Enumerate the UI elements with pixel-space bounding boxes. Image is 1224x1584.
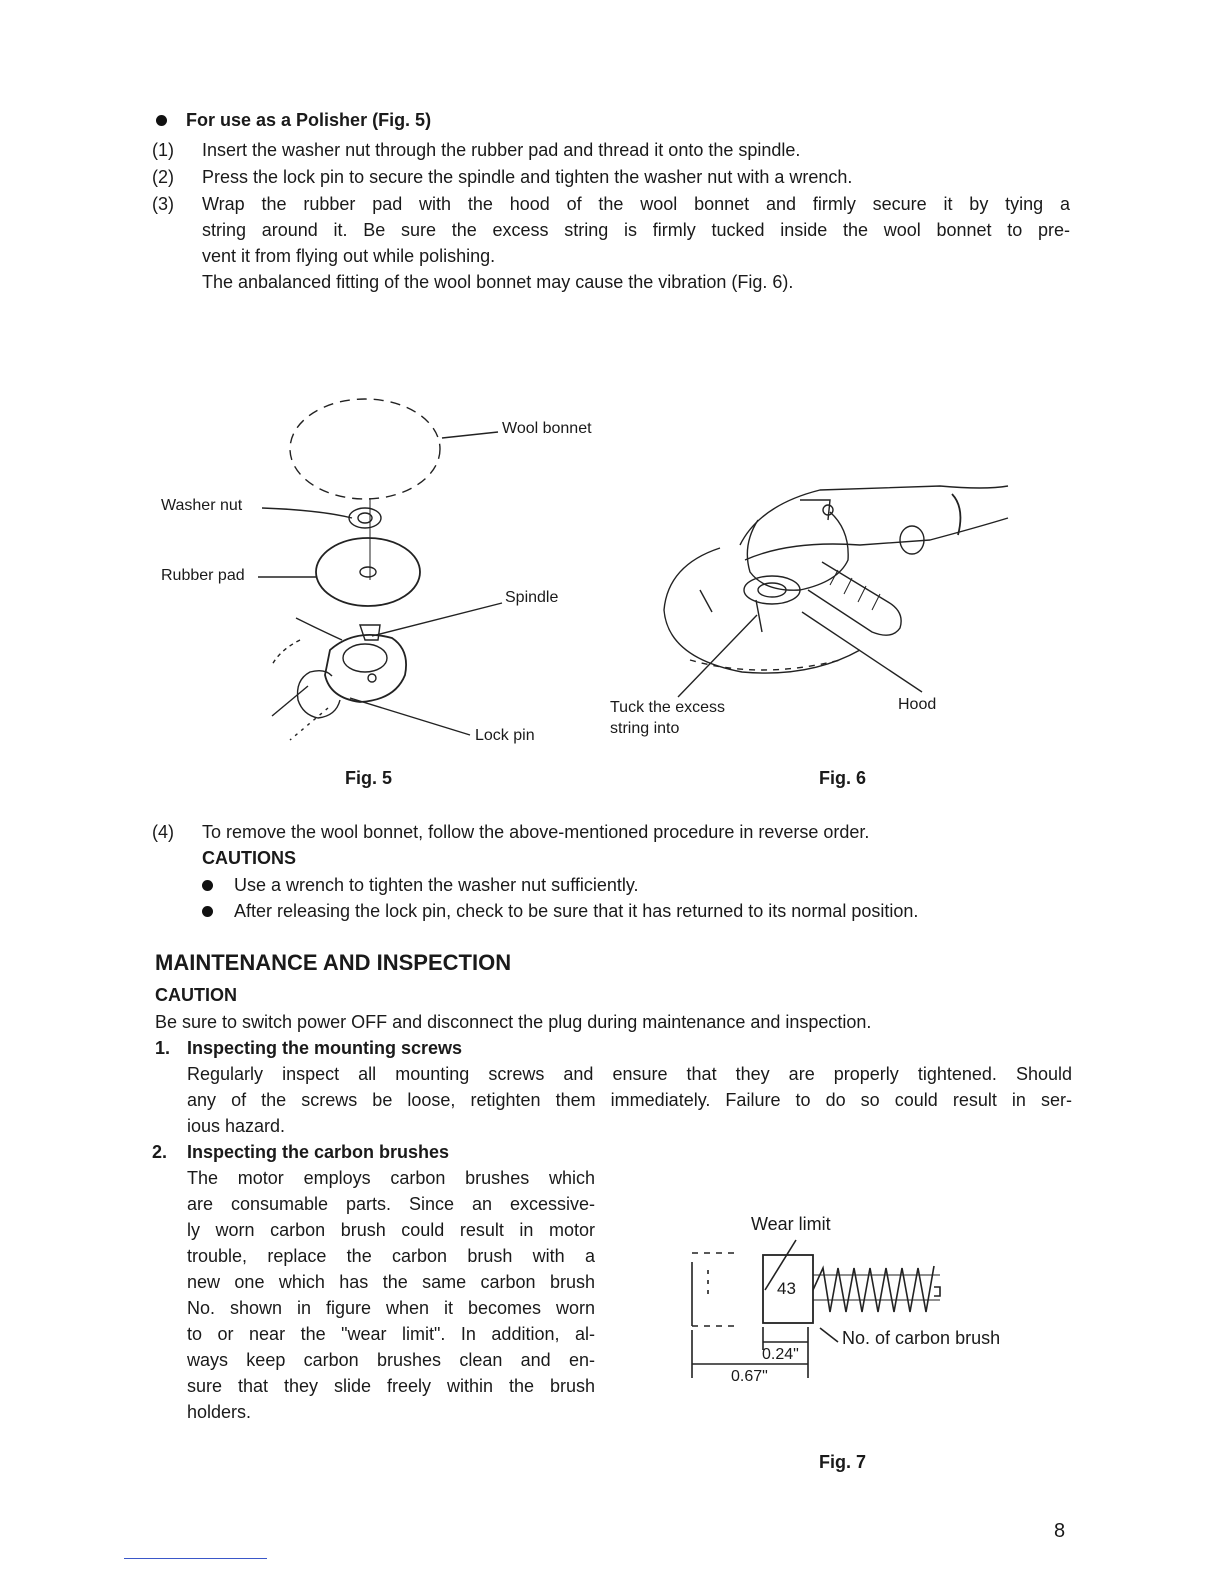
section-heading-polisher: For use as a Polisher (Fig. 5) bbox=[186, 110, 432, 130]
step-text: Press the lock pin to secure the spindle and tighten the washer nut with a wrench. bbox=[202, 167, 853, 187]
step-number: (4) bbox=[152, 822, 174, 842]
fig6-label-tuck-line1: Tuck the excess bbox=[610, 699, 726, 716]
fig7-label-dim-large: 0.67" bbox=[731, 1368, 768, 1385]
step-line: Wrap the rubber pad with the hood of the wool bonnet and firmly secure it by tying a bbox=[202, 194, 1070, 214]
step-line: The anbalanced fitting of the wool bonnet may cause the vibration (Fig. 6). bbox=[202, 272, 794, 292]
item-line: The motor employs carbon brushes which bbox=[187, 1168, 595, 1188]
item-line: sure that they slide freely within the brush bbox=[187, 1376, 595, 1396]
item-number: 2. bbox=[152, 1142, 168, 1162]
item-line: any of the screws be loose, retighten them immediately. Failure to do so could result in ser- bbox=[187, 1090, 1072, 1110]
caution-item: After releasing the lock pin, check to be sure that it has returned to its normal position. bbox=[234, 901, 919, 921]
step-number: (2) bbox=[152, 167, 174, 187]
item-line: No. shown in figure when it becomes worn bbox=[187, 1298, 595, 1318]
fig7-label-brush-number: 43 bbox=[777, 1279, 796, 1298]
step-line: string around it. Be sure the excess string is firmly tucked inside the wool bonnet to pre- bbox=[202, 220, 1070, 240]
item-line: holders. bbox=[187, 1402, 252, 1422]
section-heading-maintenance: MAINTENANCE AND INSPECTION bbox=[155, 950, 512, 975]
caution-heading: CAUTION bbox=[155, 985, 237, 1005]
fig5-label-washer-nut: Washer nut bbox=[161, 497, 243, 514]
item-line: ways keep carbon brushes clean and en- bbox=[187, 1350, 595, 1370]
item-title: Inspecting the mounting screws bbox=[187, 1038, 463, 1058]
item-line: to or near the "wear limit". In addition, al- bbox=[187, 1324, 595, 1344]
item-line: ly worn carbon brush could result in motor bbox=[187, 1220, 595, 1240]
fig5-label-spindle: Spindle bbox=[505, 589, 559, 606]
caution-text: Be sure to switch power OFF and disconnect the plug during maintenance and inspection. bbox=[155, 1012, 872, 1032]
cautions-heading: CAUTIONS bbox=[202, 848, 296, 868]
item-line: ious hazard. bbox=[187, 1116, 286, 1136]
item-number: 1. bbox=[155, 1038, 171, 1058]
caution-item: Use a wrench to tighten the washer nut sufficiently. bbox=[234, 875, 639, 895]
item-line: Regularly inspect all mounting screws and ensure that they are properly tightened. Should bbox=[187, 1064, 1072, 1084]
step-line: vent it from flying out while polishing. bbox=[202, 246, 496, 266]
fig5-label-wool-bonnet: Wool bonnet bbox=[502, 420, 592, 437]
footer-rule bbox=[124, 1558, 267, 1559]
fig7-label-dim-small: 0.24" bbox=[762, 1346, 799, 1363]
page-number: 8 bbox=[1054, 1520, 1066, 1542]
step-number: (3) bbox=[152, 194, 174, 214]
fig5-caption: Fig. 5 bbox=[345, 768, 393, 788]
step-text: Insert the washer nut through the rubber pad and thread it onto the spindle. bbox=[202, 140, 801, 160]
item-line: new one which has the same carbon brush bbox=[187, 1272, 595, 1292]
fig6-caption: Fig. 6 bbox=[819, 768, 867, 788]
step-number: (1) bbox=[152, 140, 174, 160]
step-text: To remove the wool bonnet, follow the above-mentioned procedure in reverse order. bbox=[202, 822, 870, 842]
item-title: Inspecting the carbon brushes bbox=[187, 1142, 450, 1162]
fig7-label-no-of-carbon-brush: No. of carbon brush bbox=[842, 1328, 1001, 1348]
fig7-caption: Fig. 7 bbox=[819, 1452, 867, 1472]
item-line: are consumable parts. Since an excessive- bbox=[187, 1194, 595, 1214]
fig6-label-tuck-line2: string into bbox=[610, 720, 680, 737]
fig5-label-rubber-pad: Rubber pad bbox=[161, 567, 245, 584]
item-line: trouble, replace the carbon brush with a bbox=[187, 1246, 595, 1266]
fig7-label-wear-limit: Wear limit bbox=[751, 1214, 831, 1234]
fig6-label-hood: Hood bbox=[898, 696, 937, 713]
fig5-label-lock-pin: Lock pin bbox=[475, 727, 535, 744]
